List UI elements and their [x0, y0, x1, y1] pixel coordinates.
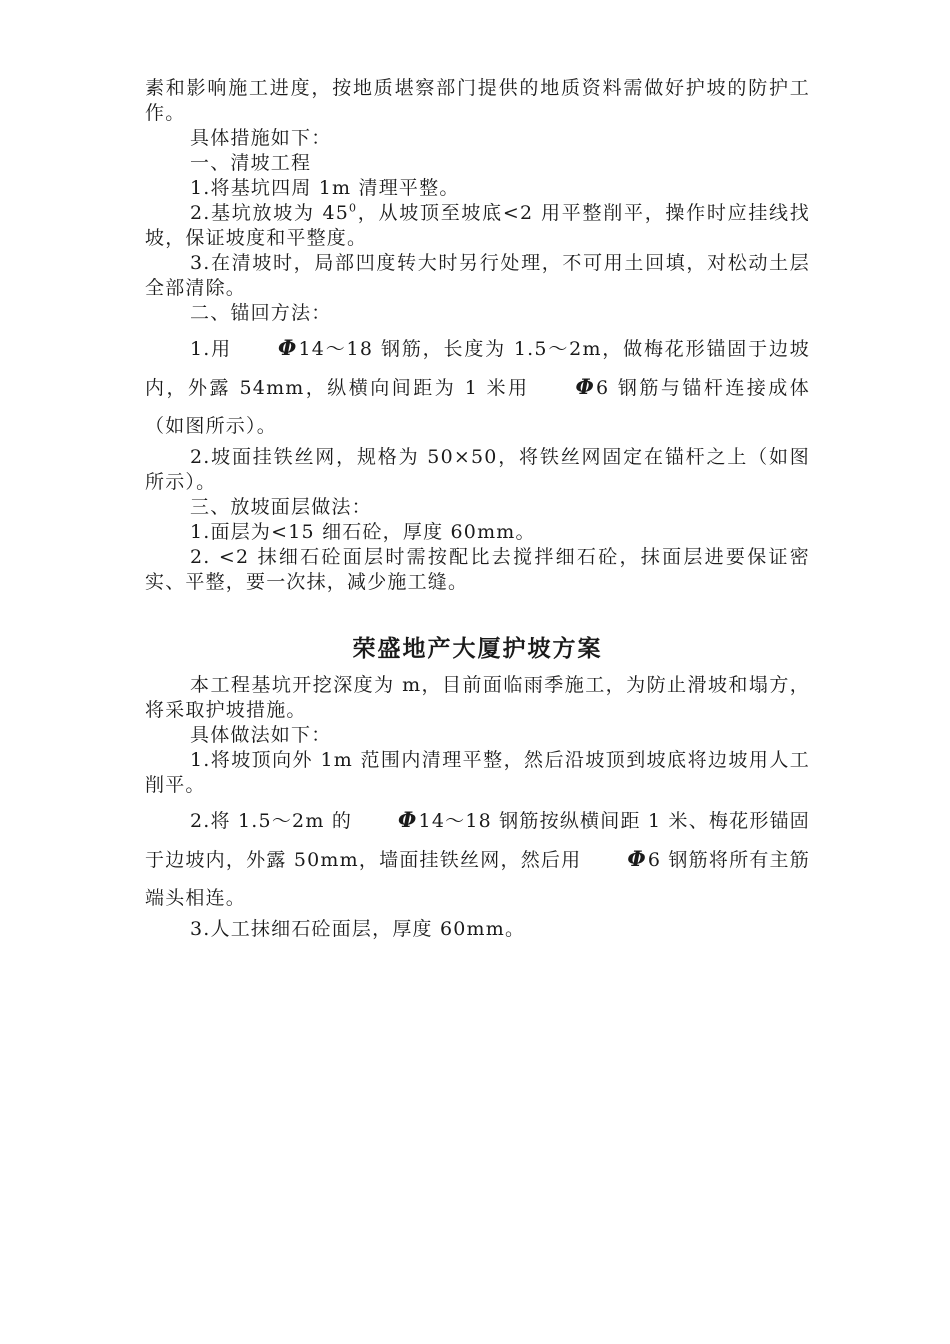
method-item-2-text-b: 14～18 钢筋按纵横间距 1 米、梅花形锚固于边坡内，外露 50mm，墙面挂铁丝网，然后用: [145, 810, 810, 871]
item-2-1-text-a: 1.用: [190, 338, 232, 360]
item-2-1-text-c: 6 钢筋与锚杆连接成体（如图所示）。: [145, 377, 810, 437]
item-2-2: 2.坡面挂铁丝网，规格为 50×50，将铁丝网固定在锚杆之上（如图所示）。: [145, 446, 810, 493]
method-item-2-text-c: 6 钢筋将所有主筋端头相连。: [145, 849, 810, 909]
method-item-1: 1.将坡顶向外 1m 范围内清理平整，然后沿坡顶到坡底将边坡用人工削平。: [145, 749, 810, 796]
heading-anchor-method: 二、锚回方法：: [190, 302, 332, 324]
methods-intro: 具体做法如下：: [190, 724, 332, 746]
rebar-diameter-symbol: Φ: [575, 374, 596, 399]
rebar-diameter-symbol: Φ: [398, 807, 418, 832]
document-page: [145, 76, 810, 942]
heading-surface-layer: 三、放坡面层做法：: [190, 496, 372, 518]
item-1-3: 3.在清坡时，局部凹度转大时另行处理，不可用土回填，对松动土层全部清除。: [145, 252, 810, 299]
method-item-3: 3.人工抹细石砼面层，厚度 60mm。: [190, 918, 526, 940]
item-3-1: 1.面层为<15 细石砼，厚度 60mm。: [190, 521, 536, 543]
item-1-1: 1.将基坑四周 1m 清理平整。: [190, 177, 460, 199]
item-1-2-text-b: ，从坡顶至坡底<2 用平整削平，操作时应挂线找坡，保证坡度和平整度。: [145, 202, 810, 249]
degree-superscript: 0: [349, 201, 358, 215]
intro-paragraph: 素和影响施工进度，按地质堪察部门提供的地质资料需做好护坡的防护工作。: [145, 77, 810, 124]
section-title: 荣盛地产大厦护坡方案: [352, 636, 603, 662]
measures-intro: 具体措施如下：: [190, 127, 332, 149]
rebar-diameter-symbol: Φ: [278, 335, 298, 360]
project-intro: 本工程基坑开挖深度为 m，目前面临雨季施工，为防止滑坡和塌方，将采取护坡措施。: [145, 674, 810, 721]
rebar-diameter-symbol: Φ: [627, 846, 647, 871]
item-1-2: [145, 201, 810, 251]
item-2-1-text-b: 14～18 钢筋，长度为 1.5～2m，做梅花形锚固于边坡内，外露 54mm，纵横向间距为 1 米用: [145, 338, 810, 399]
item-2-1: [145, 329, 810, 445]
method-item-2: [145, 801, 810, 917]
method-item-2-text-a: 2.将 1.5～2m 的: [190, 810, 353, 832]
item-1-2-text-a: 2.基坑放坡为 45: [190, 202, 350, 224]
item-3-2: 2. <2 抹细石砼面层时需按配比去搅拌细石砼，抹面层进要保证密实、平整，要一次抹，减少施工缝。: [145, 546, 810, 593]
heading-slope-clearing: 一、清坡工程: [190, 152, 312, 174]
